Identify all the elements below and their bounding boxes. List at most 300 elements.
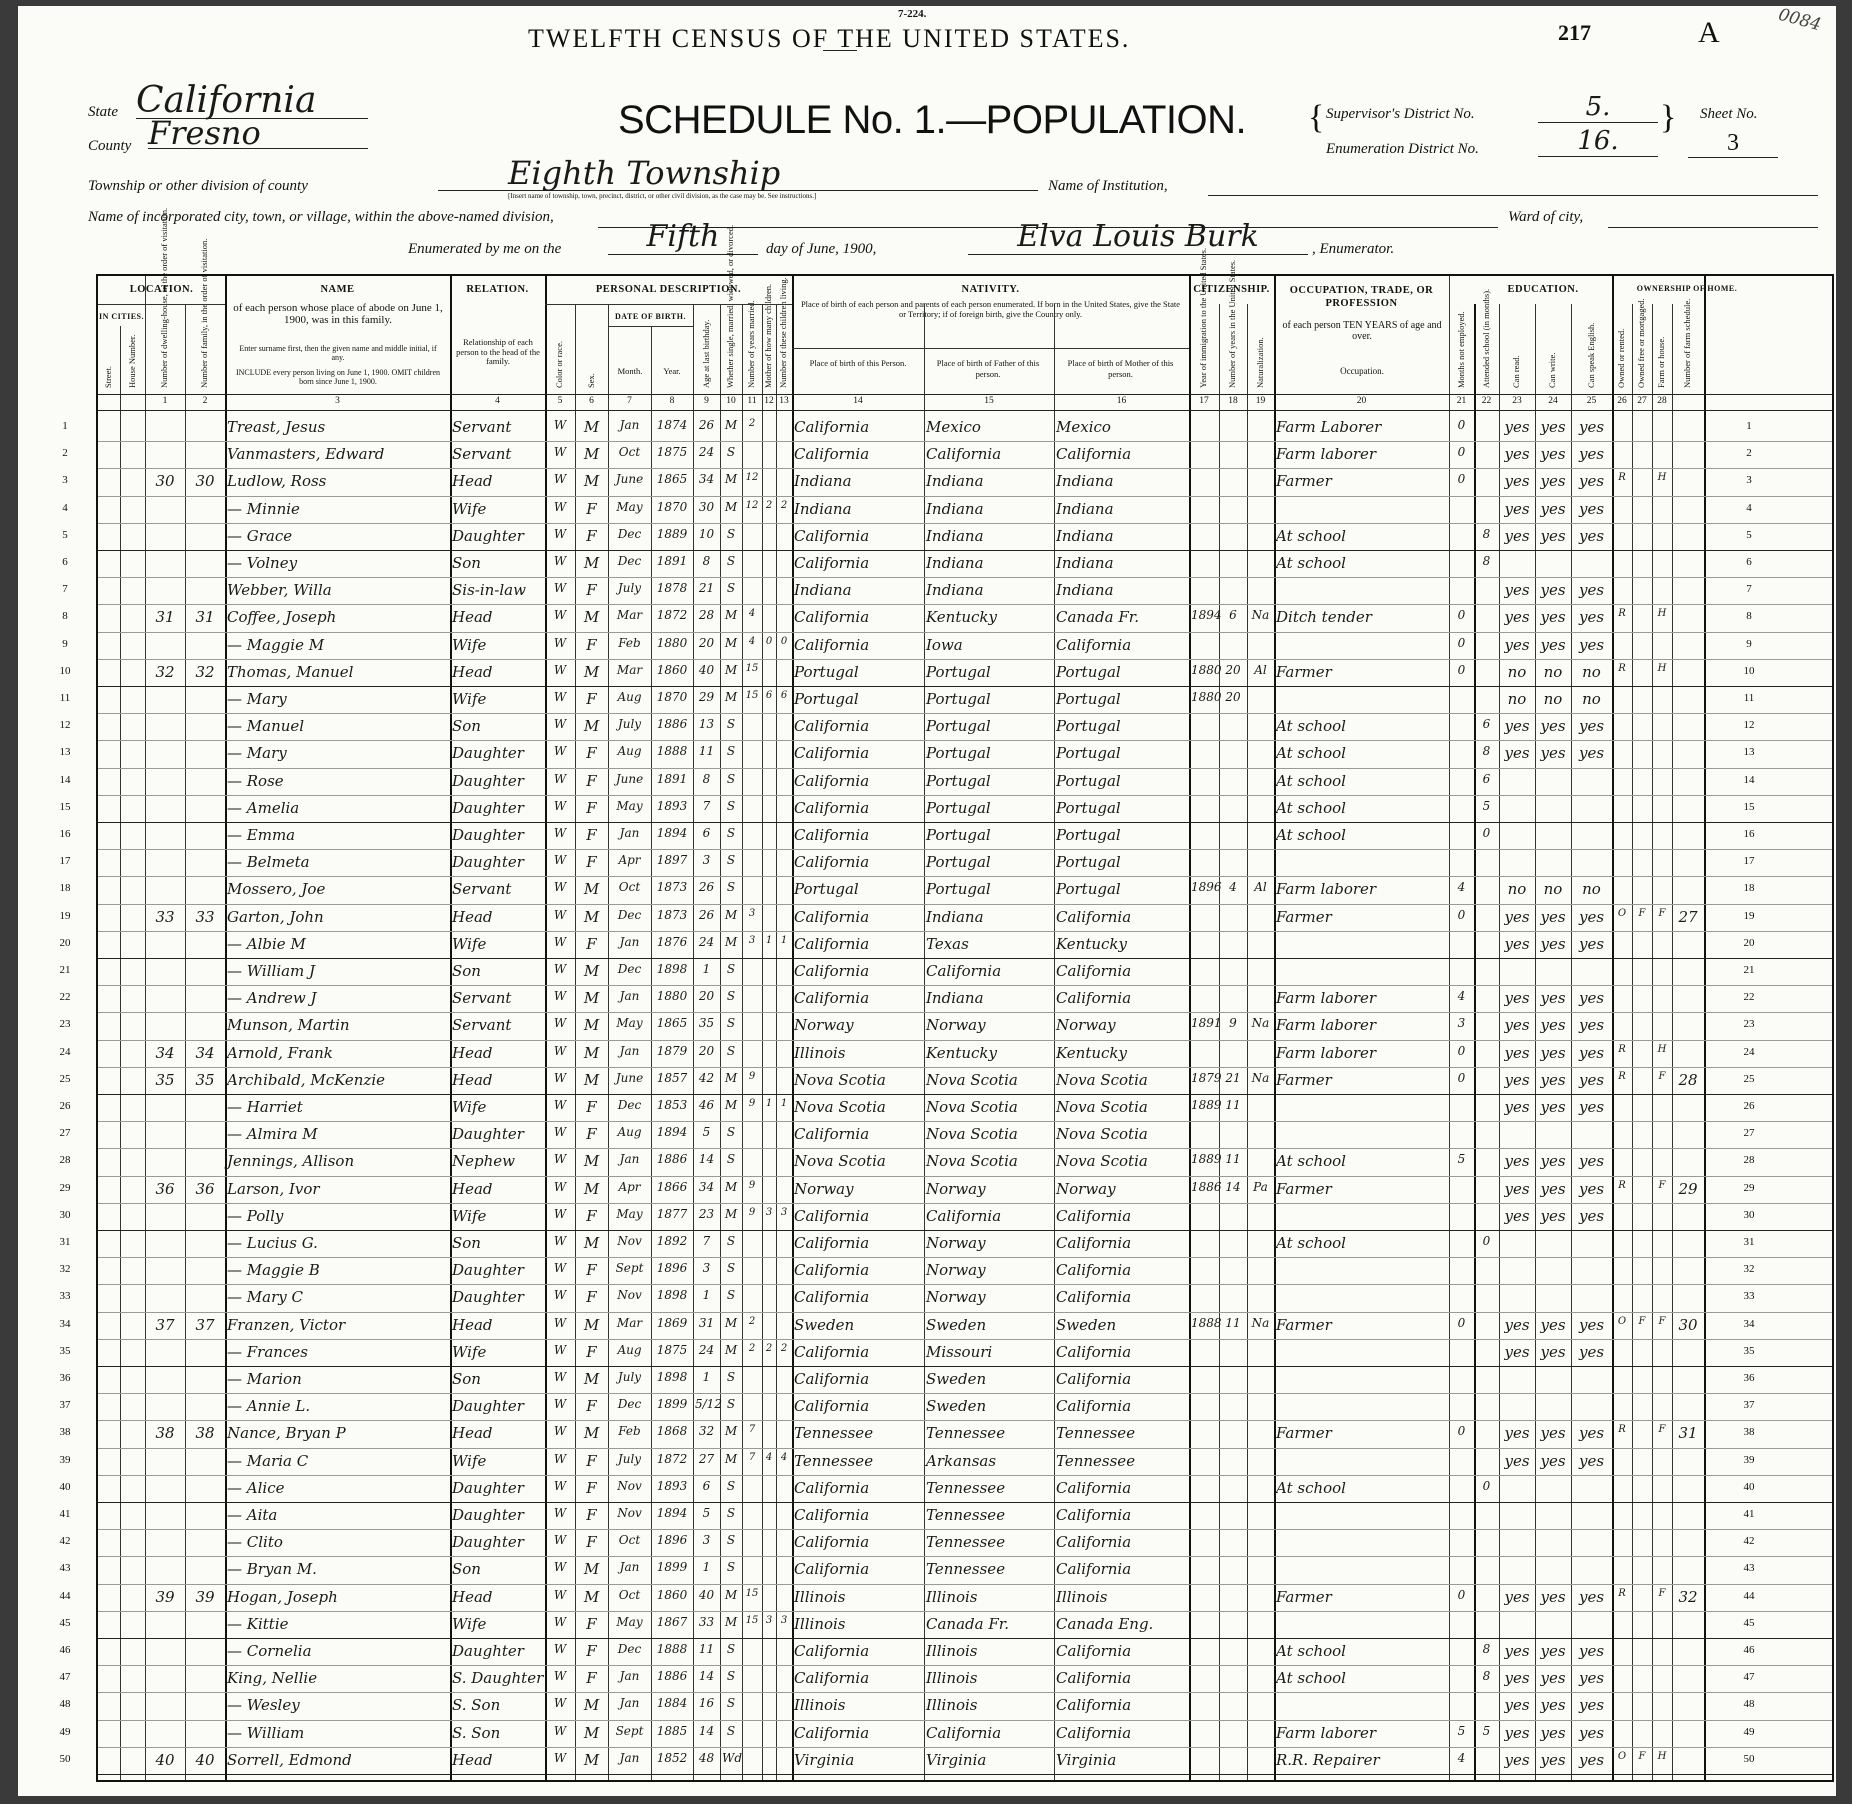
cell-ym: 2 [748,418,756,429]
cell-farm: F [1658,1315,1666,1327]
line-number: 39 [59,1453,71,1466]
cell-name: — Albie M [227,934,306,953]
cell-mar: S [726,826,736,840]
cell-pobm: Indiana [1056,526,1114,545]
cell-sex: M [583,1234,600,1252]
cell-pob: Indiana [794,581,852,600]
cell-color: W [553,581,567,596]
cell-pob: California [794,907,870,926]
state-label: State [88,104,118,120]
cell-sch: 6 [1482,771,1491,786]
cell-write: yes [1540,1696,1566,1715]
cell-name: — William [227,1723,305,1742]
cell-speak: yes [1578,717,1605,736]
cell-name: Treast, Jesus [227,418,326,436]
cell-sex: F [586,744,597,763]
cell-fs: 29 [1678,1179,1698,1198]
cell-rel: Wife [452,690,487,708]
cell-age: 32 [698,1424,715,1439]
cell-month: June [615,472,644,487]
cell-sex: M [583,1696,600,1715]
cell-dw: 33 [155,907,175,926]
cell-mar: S [726,1261,736,1276]
cell-read: yes [1504,907,1530,926]
cell-write: yes [1540,1016,1566,1035]
line-number-right: 18 [1743,882,1755,895]
cell-pob: California [794,1669,870,1688]
cell-age: 20 [698,989,715,1004]
cell-sex: F [586,1125,597,1144]
cell-fam: 30 [195,472,215,491]
cell-cl: 2 [780,499,788,511]
row-rule [98,632,1832,633]
cell-name: — Andrew J [227,989,317,1008]
cell-mar: S [726,1669,736,1684]
cell-age: 5/12 [695,1397,722,1412]
cell-sex: F [586,1669,597,1688]
cell-imm: 1894 [1191,608,1222,623]
cell-name: Vanmasters, Edward [227,445,385,464]
cell-dw: 39 [155,1587,175,1606]
line-number-right: 12 [1743,719,1755,732]
line-number: 50 [59,1752,71,1765]
cell-age: 29 [698,690,715,704]
header-own: Owned or rented. [1616,328,1626,388]
cell-mar: M [724,1587,738,1602]
row-rule [98,1774,1832,1775]
cell-yus: 11 [1225,1098,1241,1112]
name-desc: of each person whose place of abode on June 1, 1900, was in this family. [233,302,443,326]
cell-sch: 6 [1482,717,1491,732]
column-number: 23 [1512,396,1522,406]
header-fam: Number of family, in the order of visitation. [199,238,209,388]
cell-speak: yes [1578,581,1605,600]
cell-mar: S [726,962,736,976]
cell-age: 14 [698,1152,715,1167]
page-number: 217 [1558,20,1591,45]
cell-read: yes [1504,989,1530,1008]
cell-name: — Rose [227,771,284,790]
cell-sex: F [586,853,597,872]
title-rule [823,50,857,51]
cell-own: R [1618,1179,1626,1191]
cell-pobf: Indiana [926,472,984,491]
cell-sex: F [586,1397,597,1416]
line-number-right: 5 [1746,528,1752,541]
cell-age: 14 [698,1723,715,1738]
group-in-cities: IN CITIES. [98,312,144,321]
cell-color: W [553,635,567,650]
cell-occ: At school [1276,771,1346,790]
column-divider [1632,304,1633,1780]
cell-imm: 1896 [1191,880,1222,895]
row-rule [98,768,1832,769]
cell-sex: F [586,934,597,953]
cell-ym: 9 [748,1098,756,1109]
cell-pobm: California [1056,962,1132,980]
cell-write: yes [1540,1424,1566,1443]
cell-own: R [1618,1424,1626,1436]
line-number: 35 [59,1344,71,1357]
cell-ch: 4 [765,1451,773,1463]
column-divider [720,304,721,1780]
cell-sex: M [583,1016,600,1035]
group-education: EDUCATION. [1507,284,1579,295]
cell-pobm: Indiana [1056,472,1114,491]
cell-color: W [553,1560,567,1575]
cell-rel: Wife [452,635,487,654]
cell-year: 1880 [656,635,688,650]
cell-occ: At school [1276,526,1346,545]
cell-speak: yes [1578,989,1605,1008]
cell-rel: Head [452,1587,493,1606]
line-number: 37 [59,1399,71,1412]
cell-sex: M [583,989,600,1008]
cell-age: 5 [702,1506,711,1520]
line-number-right: 42 [1743,1535,1755,1548]
cell-pobf: Tennessee [926,1424,1006,1443]
cell-pobf: Tennessee [926,1478,1006,1497]
row-rule [98,659,1832,660]
cell-year: 1873 [656,907,688,922]
line-number-right: 41 [1743,1508,1755,1520]
cell-ym: 15 [745,1614,759,1626]
cell-ym: 15 [745,1587,759,1599]
cell-pob: California [794,798,870,817]
line-number: 8 [62,610,68,623]
group-location: LOCATION. [129,284,194,295]
cell-name: — Annie L. [227,1397,311,1416]
line-number: 24 [59,1045,71,1058]
cell-speak: yes [1578,1750,1605,1769]
cell-color: W [553,1397,567,1412]
cell-pobf: Nova Scotia [926,1152,1018,1171]
column-divider [924,304,925,1780]
cell-sex: F [586,1342,597,1361]
cell-color: W [553,1125,567,1140]
cell-read: yes [1504,635,1530,654]
column-number: 13 [779,396,789,406]
census-title: TWELFTH CENSUS OF THE UNITED STATES. [528,24,1131,53]
cell-me: 4 [1457,880,1466,895]
cell-age: 31 [698,1315,715,1330]
cell-free: F [1638,1315,1646,1327]
cell-pobf: Indiana [926,581,984,600]
line-number: 10 [59,664,71,677]
cell-age: 1 [702,962,711,976]
cell-mar: S [726,1016,736,1031]
cell-occ: Farm laborer [1276,989,1377,1008]
cell-rel: Head [452,608,493,627]
cell-mar: M [724,1342,738,1357]
cell-name: Mossero, Joe [227,880,326,899]
cell-pobm: Portugal [1056,717,1121,736]
cell-pobf: Portugal [926,744,991,763]
cell-pob: Tennessee [794,1424,874,1443]
cell-month: Jan [619,1043,640,1058]
cell-color: W [553,472,567,487]
cell-rel: Servant [452,445,512,464]
cell-month: Aug [617,744,642,759]
line-number-right: 37 [1743,1399,1755,1412]
cell-imm: 1886 [1191,1179,1222,1194]
cell-pob: California [794,1506,870,1524]
line-number-right: 10 [1743,664,1755,677]
cell-month: Aug [617,690,642,704]
cell-sex: M [583,717,600,736]
line-number-right: 50 [1743,1752,1755,1765]
column-number: 8 [669,396,675,406]
cell-pobf: California [926,445,1002,464]
cell-rel: Daughter [452,526,524,545]
cell-rel: Son [452,962,481,980]
cell-read: yes [1504,581,1530,600]
cell-name: Sorrell, Edmond [227,1750,352,1769]
cell-write: no [1543,690,1563,708]
cell-name: Garton, John [227,907,324,926]
header-age: Age at last birthday. [700,319,711,388]
cell-pobf: California [926,962,1002,980]
cell-sch: 0 [1482,1478,1491,1493]
cell-write: yes [1540,472,1566,491]
line-number: 26 [59,1100,71,1112]
cell-speak: yes [1578,1043,1605,1062]
line-number: 44 [59,1589,71,1602]
cell-imm: 1880 [1191,662,1222,677]
column-divider [1499,304,1500,1780]
cell-ym: 15 [745,662,759,674]
cell-name: — Almira M [227,1125,318,1144]
cell-month: Jan [619,934,640,949]
nativity-desc: Place of birth of each person and parents of each person enumerated. If born in the United States, give the State or Territory; if of foreign birth, give the Country only. [800,299,1181,319]
cell-nat: Na [1251,1016,1270,1031]
cell-age: 3 [702,1261,711,1276]
row-rule [98,1556,1832,1557]
cell-pob: Indiana [794,472,852,491]
line-number: 25 [59,1072,71,1085]
line-number-right: 26 [1743,1100,1755,1112]
cell-ch: 2 [765,1342,773,1354]
cell-ym: 3 [748,934,756,946]
cell-pobm: Indiana [1056,499,1114,518]
cell-year: 1872 [656,1451,688,1466]
line-number: 38 [59,1426,71,1439]
cell-pobf: Nova Scotia [926,1098,1018,1116]
cell-age: 6 [702,1478,711,1493]
row-rule [98,1529,1832,1530]
cell-occ: Farm Laborer [1276,418,1382,436]
cell-sex: M [583,554,600,572]
column-divider [1247,304,1248,1780]
cell-own: R [1618,662,1626,674]
line-number-right: 13 [1743,746,1755,759]
cell-sex: F [586,1206,597,1225]
cell-sex: M [583,1152,600,1171]
line-number-right: 22 [1743,991,1755,1004]
line-number-right: 19 [1743,909,1755,922]
header-rule [792,348,1189,349]
cell-color: W [553,962,567,976]
cell-mar: M [724,1098,738,1112]
cell-name: — Emma [227,826,296,844]
cell-month: Jan [619,989,640,1004]
cell-year: 1870 [656,690,688,704]
cell-year: 1886 [656,717,688,732]
cell-mar: S [726,1696,736,1711]
cell-pobf: Indiana [926,907,984,926]
header-street: Street. [103,366,113,388]
cell-pobf: Kentucky [926,1043,997,1062]
cell-pobm: Portugal [1056,662,1121,681]
cell-year: 1894 [656,1506,688,1520]
cell-rel: Head [452,1424,493,1443]
group-citizenship: CITIZENSHIP. [1193,284,1270,295]
cell-pobf: Virginia [926,1750,987,1769]
cell-rel: Daughter [452,798,524,817]
cell-own: O [1617,907,1627,919]
line-number-right: 16 [1743,828,1755,840]
line-number-right: 32 [1743,1263,1755,1276]
cell-year: 1853 [656,1098,688,1112]
header-rule [608,326,693,327]
cell-read: yes [1504,1016,1530,1035]
cell-pob: California [794,608,870,627]
cell-age: 10 [698,526,715,541]
cell-year: 1860 [656,662,688,677]
cell-own: R [1618,472,1626,484]
row-rule [98,550,1832,551]
cell-speak: yes [1578,744,1605,763]
cell-nat: Na [1251,608,1270,623]
cell-pobf: Portugal [926,717,991,736]
cell-color: W [553,1342,567,1357]
line-number-right: 36 [1743,1372,1755,1384]
cell-dw: 34 [155,1043,175,1062]
cell-me: 0 [1457,662,1466,677]
line-number-right: 40 [1743,1480,1755,1493]
cell-me: 5 [1457,1723,1466,1738]
institution-line [1208,194,1818,196]
column-number: 15 [984,396,994,406]
cell-pobm: California [1056,1342,1132,1361]
cell-pobf: Illinois [926,1642,978,1660]
cell-speak: yes [1578,1206,1605,1225]
cell-pobf: Texas [926,934,969,953]
cell-dw: 35 [155,1070,175,1089]
cell-read: yes [1504,1451,1530,1470]
cell-cl: 6 [780,690,788,701]
cell-pob: California [794,934,870,953]
cell-mar: S [726,526,736,541]
form-number: 7-224. [898,8,927,20]
cell-mar: M [724,1424,738,1439]
cell-pobm: Portugal [1056,771,1121,790]
cell-speak: yes [1578,635,1605,654]
cell-yus: 20 [1225,690,1241,704]
column-number: 17 [1199,396,1209,406]
cell-sex: F [586,690,597,708]
cell-color: W [553,1642,567,1656]
cell-occ: Farmer [1276,1179,1332,1198]
line-number-right: 24 [1743,1045,1755,1058]
cell-color: W [553,1016,567,1031]
cell-occ: At school [1276,1669,1346,1688]
cell-color: W [553,1723,567,1738]
cell-read: yes [1504,1723,1530,1742]
cell-pobf: Tennessee [926,1506,1006,1524]
cell-pobf: Sweden [926,1315,987,1334]
cell-mar: Wd [722,1750,743,1765]
corner-stamp: 0084 [1776,4,1824,36]
cell-write: no [1543,662,1563,681]
column-divider [1535,304,1536,1780]
line-number: 6 [62,556,68,568]
cell-mar: M [724,1070,738,1085]
header-rule [98,410,1832,411]
cell-fam: 36 [195,1179,215,1198]
cell-yus: 21 [1225,1070,1241,1085]
cell-sex: M [583,880,600,899]
cell-year: 1852 [656,1750,688,1765]
cell-sex: M [583,445,600,464]
cell-year: 1860 [656,1587,688,1602]
cell-sex: M [583,1424,600,1443]
cell-mar: S [726,1723,736,1738]
row-rule [98,1257,1832,1258]
cell-pobm: Nova Scotia [1056,1152,1148,1171]
cell-occ: At school [1276,554,1346,572]
cell-pobf: Portugal [926,771,991,790]
cell-pob: California [794,1342,870,1361]
cell-read: yes [1504,934,1530,953]
cell-occ: R.R. Repairer [1276,1750,1380,1769]
line-number-right: 20 [1743,936,1755,949]
line-number: 41 [59,1508,71,1520]
cell-sex: M [583,608,600,627]
cell-ym: 4 [748,635,756,647]
line-number: 29 [59,1181,71,1194]
cell-pob: California [794,1533,870,1552]
cell-mar: S [726,581,736,596]
cell-fs: 31 [1678,1424,1698,1443]
cell-age: 40 [698,1587,715,1602]
header-ym: Number of years married. [746,300,756,388]
cell-own: O [1617,1750,1627,1762]
line-number-right: 44 [1743,1589,1755,1602]
cell-speak: yes [1578,1424,1605,1443]
occupation-desc: of each person TEN YEARS of age and over. [1282,320,1442,342]
cell-name: — Maggie B [227,1261,320,1280]
line-number: 43 [59,1562,71,1575]
cell-year: 1873 [656,880,688,895]
row-rule [98,1665,1832,1666]
cell-year: 1866 [656,1179,688,1194]
cell-name: Webber, Willa [227,581,332,600]
cell-age: 1 [702,1560,711,1575]
cell-rel: Daughter [452,826,524,844]
cell-pobf: Illinois [926,1696,978,1715]
cell-month: May [616,1016,643,1031]
line-number: 7 [62,583,68,596]
cell-mar: S [726,554,736,568]
enumerator-name: Elva Louis Burk [968,220,1308,255]
cell-age: 23 [698,1206,715,1221]
cell-sex: M [583,1070,600,1089]
cell-mar: S [726,1560,736,1575]
cell-age: 8 [702,554,711,568]
cell-mar: S [726,717,736,732]
cell-color: W [553,554,567,568]
